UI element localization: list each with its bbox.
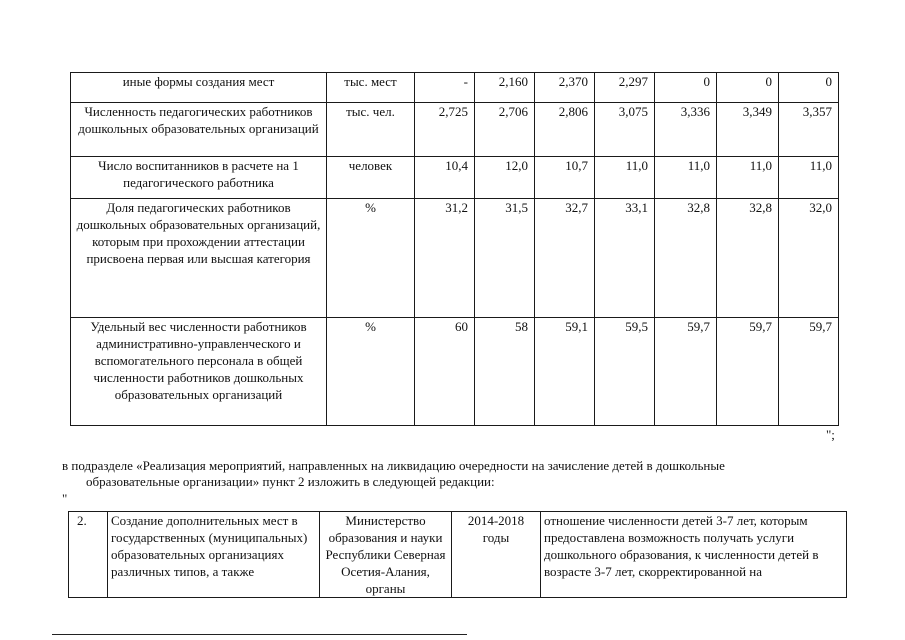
cell-value: 3,336	[655, 103, 717, 157]
table-row	[71, 199, 839, 318]
cell-value: 32,0	[779, 199, 839, 318]
period-cell: 2014-2018 годы	[452, 512, 541, 598]
table-row	[71, 318, 839, 426]
cell-value: 10,7	[535, 157, 595, 199]
cell-value: 2,706	[475, 103, 535, 157]
row-label: Численность педагогических работников дошкольных образовательных организаций	[71, 103, 327, 157]
executor-cell: Министерство образования и науки Республики Северная Осетия-Алания, органы	[320, 512, 452, 598]
row-label: Удельный вес численности работников административно-управленческого и вспомогательного персонала в общей численности работников дошкольных образовательных организаций	[71, 318, 327, 426]
measure-cell: Создание дополнительных мест в государственных (муниципальных) образовательных организациях различных типов, а также	[108, 512, 320, 598]
row-unit: тыс. чел.	[327, 103, 415, 157]
indicators-table	[70, 72, 839, 426]
cell-value: 2,806	[535, 103, 595, 157]
cell-value: 0	[655, 73, 717, 103]
cell-value: 32,8	[717, 199, 779, 318]
cell-value: 3,075	[595, 103, 655, 157]
row-unit: человек	[327, 157, 415, 199]
cell-value: 31,2	[415, 199, 475, 318]
cell-value: 11,0	[595, 157, 655, 199]
cell-value: 59,7	[779, 318, 839, 426]
row-unit: %	[327, 318, 415, 426]
row-number: 2.	[69, 512, 108, 598]
cell-value: 2,370	[535, 73, 595, 103]
table-row	[69, 512, 847, 598]
result-cell: отношение численности детей 3-7 лет, которым предоставлена возможность получать услуги дошкольного образования, к численности детей в возрасте 3-7 лет, скорректированной на	[541, 512, 847, 598]
cell-value: 0	[717, 73, 779, 103]
cell-value: 60	[415, 318, 475, 426]
table-row	[71, 157, 839, 199]
row-label: Число воспитанников в расчете на 1 педагогического работника	[71, 157, 327, 199]
cell-value: 12,0	[475, 157, 535, 199]
cell-value: 32,7	[535, 199, 595, 318]
table-row	[71, 73, 839, 103]
cell-value: 59,5	[595, 318, 655, 426]
cell-value: 32,8	[655, 199, 717, 318]
closing-quote-mark: ";	[826, 427, 835, 442]
cell-value: 59,1	[535, 318, 595, 426]
cell-value: 10,4	[415, 157, 475, 199]
cell-value: 33,1	[595, 199, 655, 318]
cell-value: 59,7	[655, 318, 717, 426]
measures-table	[68, 511, 847, 598]
cell-value: 11,0	[779, 157, 839, 199]
row-unit: %	[327, 199, 415, 318]
cell-value: 11,0	[655, 157, 717, 199]
cell-value: 3,349	[717, 103, 779, 157]
row-label: Доля педагогических работников дошкольных образовательных организаций, которым при прохождении аттестации присвоена первая или высшая категория	[71, 199, 327, 318]
table-row	[71, 103, 839, 157]
cell-value: 58	[475, 318, 535, 426]
paragraph-line-1: в подразделе «Реализация мероприятий, направленных на ликвидацию очередности на зачисление детей в дошкольные	[62, 458, 725, 473]
cell-value: 3,357	[779, 103, 839, 157]
opening-quote-mark: "	[62, 491, 68, 506]
cell-value: 31,5	[475, 199, 535, 318]
cell-value: 2,297	[595, 73, 655, 103]
paragraph-line-2: образовательные организации» пункт 2 изложить в следующей редакции:	[86, 474, 495, 489]
row-label: иные формы создания мест	[71, 73, 327, 103]
cell-value: 11,0	[717, 157, 779, 199]
footnote-separator	[52, 634, 467, 635]
cell-value: -	[415, 73, 475, 103]
cell-value: 0	[779, 73, 839, 103]
cell-value: 2,725	[415, 103, 475, 157]
cell-value: 2,160	[475, 73, 535, 103]
row-unit: тыс. мест	[327, 73, 415, 103]
cell-value: 59,7	[717, 318, 779, 426]
